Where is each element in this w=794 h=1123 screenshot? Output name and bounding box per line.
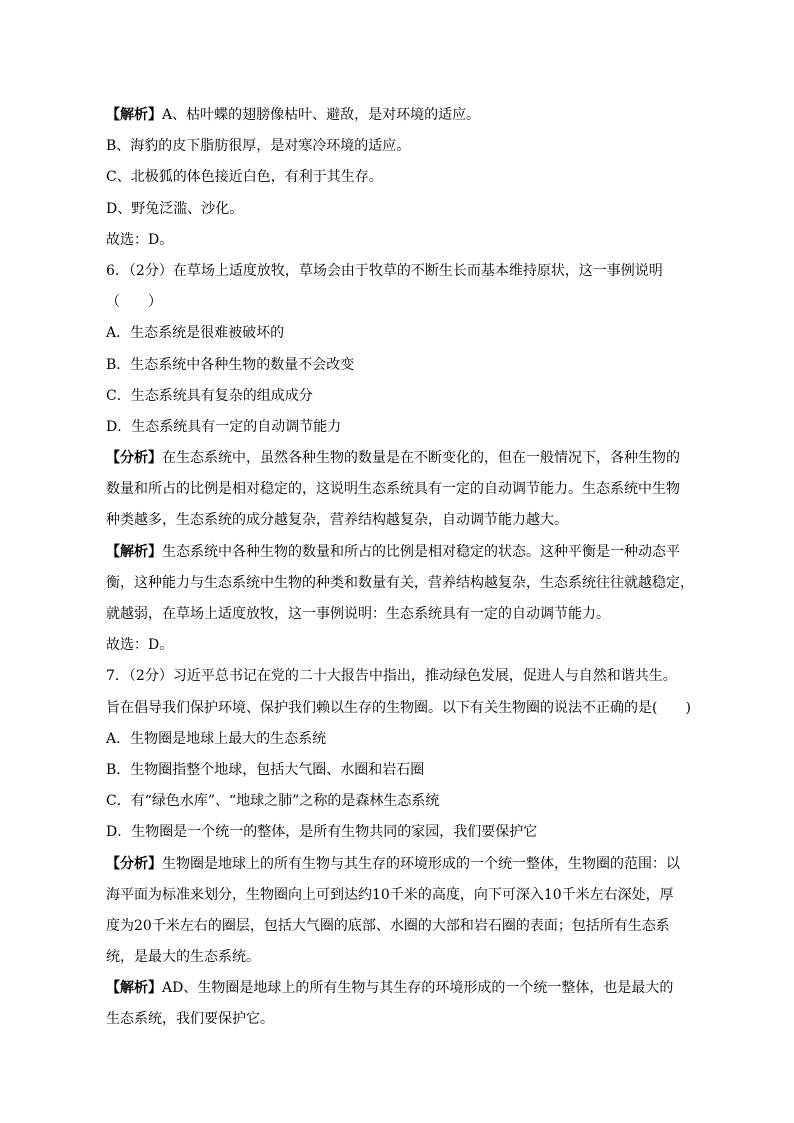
line-text: A、枯叶蝶的翅膀像枯叶、避敌，是对环境的适应。 (162, 107, 481, 123)
line-text: 在生态系统中，虽然各种生物的数量是在不断变化的，但在一般情况下，各种生物的 (162, 450, 680, 467)
text-line (106, 973, 706, 1004)
line-text: 6．（2分）在草场上适度放牧，草场会由于牧草的不断生长而基本维持原状，这一事例说明 (106, 262, 663, 279)
line-text: 故选：D。 (106, 637, 174, 654)
text-line (106, 911, 706, 942)
line-text: C．有“绿色水库”、“地球之肺”之称的是森林生态系统 (106, 793, 440, 810)
text-line (106, 1004, 706, 1035)
line-text: 生态系统中各种生物的数量和所占的比例是相对稳定的状态。这种平衡是一种动态平 (162, 543, 680, 560)
section-tag: 【解析】 (106, 107, 162, 123)
line-text: 数量和所占的比例是相对稳定的，这说明生态系统具有一定的自动调节能力。生态系统中生物 (106, 481, 680, 498)
text-line (106, 661, 706, 692)
text-line (106, 474, 706, 505)
text-line (106, 350, 706, 381)
document-body (106, 100, 706, 1036)
text-line (106, 131, 706, 162)
line-text: 生物圈是地球上的所有生物与其生存的环境形成的一个统一整体，生物圈的范围：以 (162, 855, 680, 872)
section-tag: 【分析】 (106, 855, 162, 872)
line-text: B．生物圈指整个地球，包括大气圈、水圈和岩石圈 (106, 761, 425, 778)
text-line (106, 318, 706, 349)
text-line (106, 849, 706, 880)
line-text: 统，是最大的生态系统。 (106, 949, 260, 966)
line-text: C、北极狐的体色接近白色，有利于其生存。 (106, 169, 383, 186)
line-text: D．生物圈是一个统一的整体，是所有生物共同的家园，我们要保护它 (106, 824, 538, 841)
line-text: 就越弱，在草场上适度放牧，这一事例说明：生态系统具有一定的自动调节能力。 (106, 606, 610, 622)
text-line (106, 755, 706, 786)
text-line (106, 599, 706, 630)
line-text: 衡，这种能力与生态系统中生物的种类和数量有关，营养结构越复杂，生态系统往往就越稳定， (106, 574, 694, 591)
line-text: 旨在倡导我们保护环境、保护我们赖以生存的生物圈。以下有关生物圈的说法不正确的是( ) (106, 699, 691, 716)
text-line (106, 693, 706, 724)
text-line (106, 412, 706, 443)
text-line (106, 568, 706, 599)
text-line (106, 630, 706, 661)
text-line (106, 256, 706, 287)
text-line (106, 443, 706, 474)
line-text: 度为20千米左右的圈层，包括大气圈的底部、水圈的大部和岩石圈的表面；包括所有生态系 (106, 917, 670, 934)
line-text: 生态系统，我们要保护它。 (106, 1011, 274, 1028)
line-text: B、海豹的皮下脂肪很厚，是对寒冷环境的适应。 (106, 138, 411, 155)
section-tag: 【解析】 (106, 543, 162, 560)
text-line (106, 724, 706, 755)
line-text: AD、生物圈是地球上的所有生物与其生存的环境形成的一个统一整体，也是最大的 (162, 980, 674, 997)
text-line (106, 287, 706, 318)
text-line (106, 537, 706, 568)
section-tag: 【分析】 (106, 450, 162, 467)
line-text: 故选：D。 (106, 231, 174, 248)
section-tag: 【解析】 (106, 980, 162, 997)
text-line (106, 162, 706, 193)
line-text: 海平面为标准来划分，生物圈向上可到达约10千米的高度，向下可深入10千米左右深处，厚 (106, 886, 674, 903)
line-text: （ ） (106, 294, 162, 311)
text-line (106, 786, 706, 817)
text-line (106, 194, 706, 225)
text-line (106, 100, 706, 131)
line-text: C．生态系统具有复杂的组成成分 (106, 387, 313, 404)
line-text: D、野兔泛滥、沙化。 (106, 200, 244, 217)
line-text: 7．（2分）习近平总书记在党的二十大报告中指出，推动绿色发展，促进人与自然和谐共生。 (106, 668, 677, 685)
text-line (106, 505, 706, 536)
text-line (106, 381, 706, 412)
line-text: B．生态系统中各种生物的数量不会改变 (106, 356, 355, 373)
text-line (106, 942, 706, 973)
line-text: D．生态系统具有一定的自动调节能力 (106, 418, 342, 435)
text-line (106, 880, 706, 911)
text-line (106, 225, 706, 256)
line-text: 种类越多，生态系统的成分越复杂，营养结构越复杂，自动调节能力越大。 (106, 512, 568, 529)
line-text: A．生物圈是地球上最大的生态系统 (106, 730, 327, 747)
line-text: A．生态系统是很难被破坏的 (106, 325, 285, 342)
text-line (106, 817, 706, 848)
